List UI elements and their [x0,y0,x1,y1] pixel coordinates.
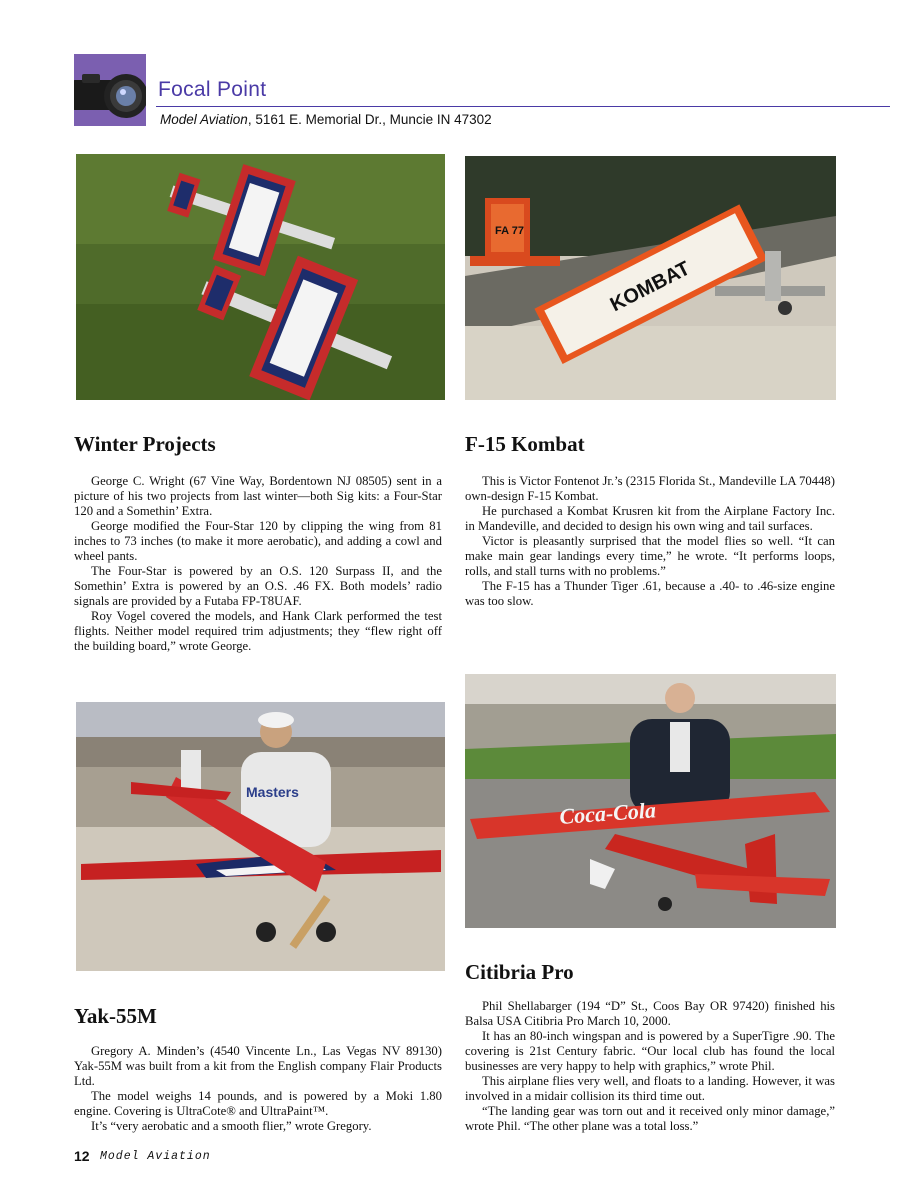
article-heading: Yak-55M [74,1004,157,1028]
article-paragraph: George C. Wright (67 Vine Way, Bordentown NJ 08505) sent in a picture of his two projects from last winter—both Sig kits: a Four-Star 120 and a Somethin’ Extra. [74,474,442,518]
magazine-name: Model Aviation [100,1150,211,1163]
kombat-tail-lettering: FA 77 [495,225,524,237]
article-heading: Winter Projects [74,432,216,456]
address-text: , 5161 E. Memorial Dr., Muncie IN 47302 [247,112,492,127]
article-paragraph: Victor is pleasantly surprised that the model flies so well. “It can make main gear landings every time,” he wrote. “It performs loops, rolls, and stall turns with no problems.” [465,534,835,578]
article-heading: F-15 Kombat [465,432,585,456]
article-paragraph: This airplane flies very well, and floats to a landing. However, it was involved in a midair collision its third time out. [465,1074,835,1103]
article-paragraph: It has an 80-inch wingspan and is powered by a SuperTigre .90. The covering is 21st Century fabric. “Our local club has found the local businesses are very happy to help with graphics,” wrote Phil. [465,1029,835,1073]
article-paragraph: Roy Vogel covered the models, and Hank Clark performed the test flights. Neither model required trim adjustments; they “flew right off the building board,” wrote George. [74,609,442,653]
article-paragraph: Gregory A. Minden’s (4540 Vincente Ln., Las Vegas NV 89130) Yak-55M was built from a kit from the English company Flair Products Ltd. [74,1044,442,1088]
article-paragraph: It’s “very aerobatic and a smooth flier,” wrote Gregory. [91,1119,372,1133]
article-yak-55m [74,1006,442,1134]
yak-shirt-lettering: Masters [246,784,299,800]
citibria-wing-lettering: Coca-Cola [558,797,657,829]
article-paragraph: The F-15 has a Thunder Tiger .61, because a .40- to .46-size engine was too slow. [465,579,835,608]
page-number: 12 [74,1148,90,1164]
camera-icon [74,54,146,126]
photo-winter-projects [76,154,445,400]
article-paragraph: He purchased a Kombat Krusren kit from the Airplane Factory Inc. in Mandeville, and decided to design his own wing and tail surfaces. [465,504,835,533]
article-winter-projects [74,434,442,654]
article-paragraph: “The landing gear was torn out and it received only minor damage,” wrote Phil. “The other plane was a total loss.” [465,1104,835,1133]
kombat-wing-lettering: KOMBAT [606,257,694,317]
article-paragraph: The Four-Star is powered by an O.S. 120 Surpass II, and the Somethin’ Extra is powered by an O.S. .46 FX. Both models’ radio signals are provided by a Futaba FP-T8UAF. [74,564,442,608]
photo-yak-55m [76,702,445,971]
article-citibria-pro [465,962,835,1134]
article-paragraph: George modified the Four-Star 120 by clipping the wing from 81 inches to 73 inches (to make it more aerobatic), and adding a cowl and wheel pants. [74,519,442,563]
article-heading: Citibria Pro [465,960,574,984]
photo-f15-kombat [465,156,836,400]
publisher-address [160,112,492,127]
article-paragraph: The model weighs 14 pounds, and is powered by a Moki 1.80 engine. Covering is UltraCote® and UltraPaint™. [74,1089,442,1118]
article-f15-kombat [465,434,835,609]
article-paragraph: This is Victor Fontenot Jr.’s (2315 Florida St., Mandeville LA 70448) own-design F-15 Kombat. [465,474,835,503]
photo-citibria-pro [465,674,836,928]
section-title: Focal Point [158,78,267,101]
header-rule [156,106,890,107]
article-paragraph: Phil Shellabarger (194 “D” St., Coos Bay OR 97420) finished his Balsa USA Citibria Pro March 10, 2000. [465,999,835,1028]
publication-name: Model Aviation [160,112,248,127]
